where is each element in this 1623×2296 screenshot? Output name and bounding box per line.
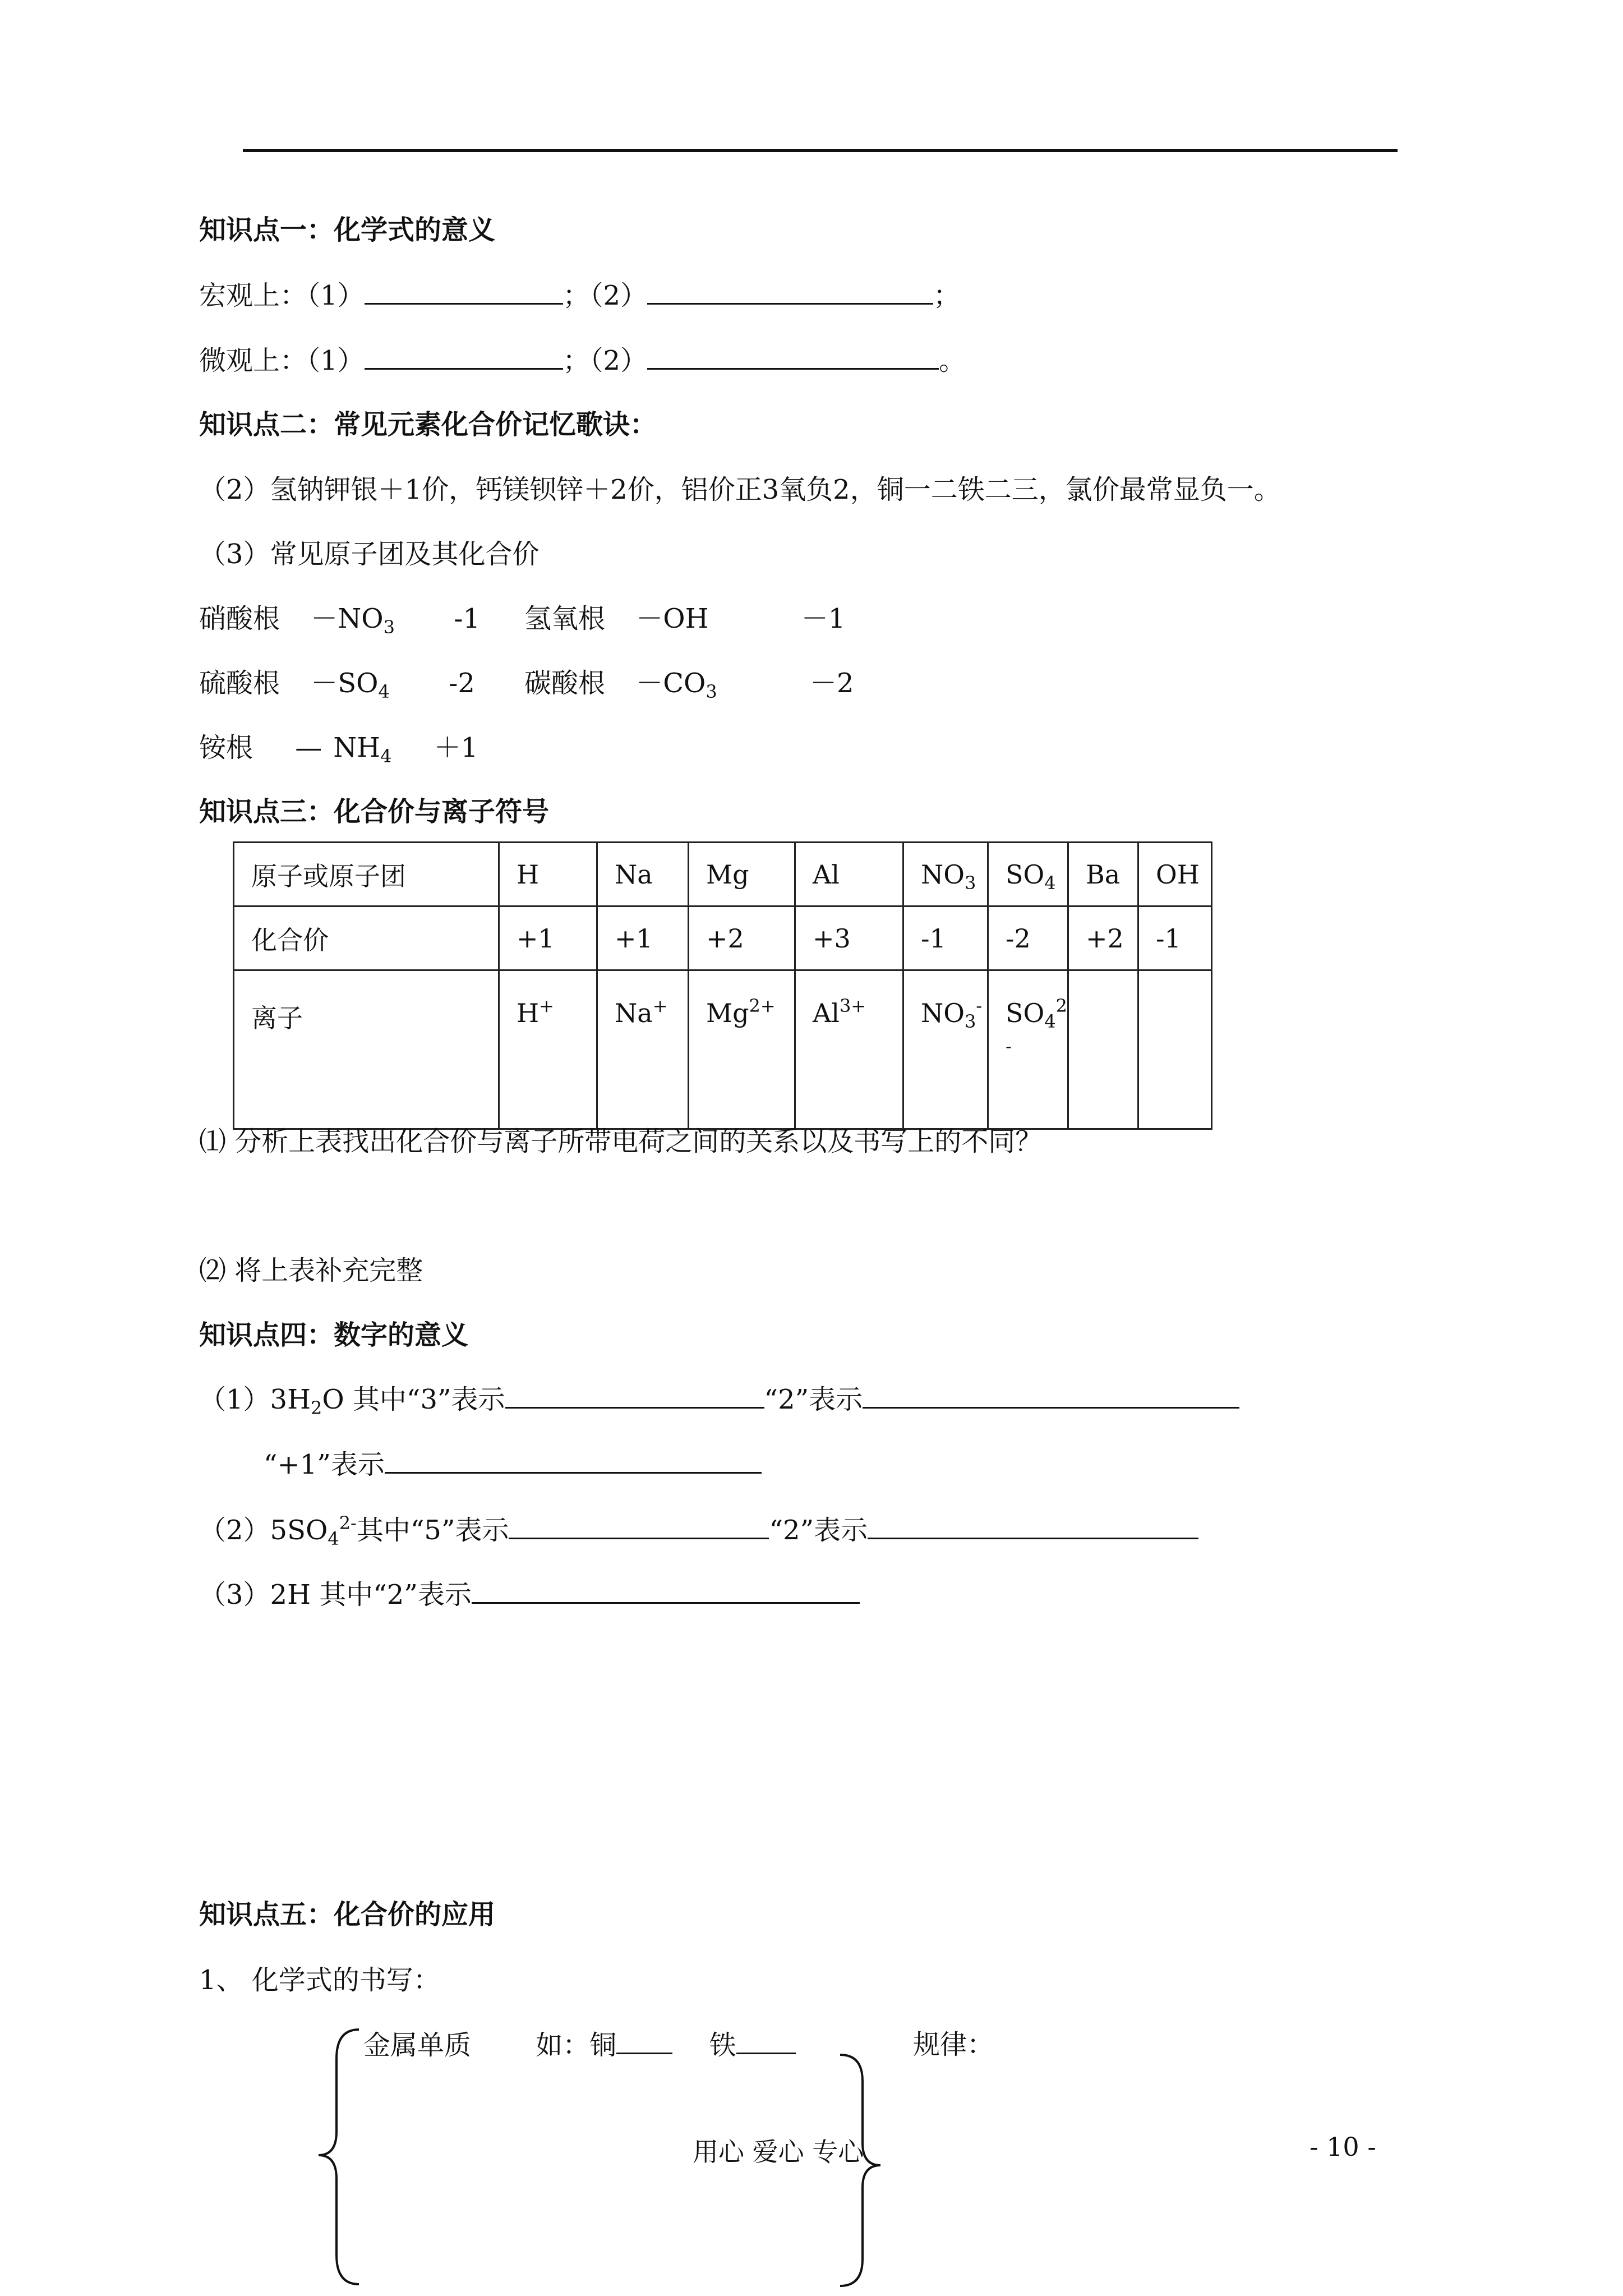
kp1-macro-end: ； <box>933 280 961 311</box>
table-cell: Na+ <box>597 970 689 1129</box>
group-dash: － <box>311 668 338 699</box>
row-label: 离子 <box>234 970 499 1129</box>
left-brace <box>314 2025 365 2289</box>
table-cell: $NO_3^-$ <box>903 970 988 1129</box>
kp1-macro-line <box>199 278 960 312</box>
group-carbonate <box>524 666 854 700</box>
table-cell: Ba <box>1068 843 1138 907</box>
kp5-item-1: 1、 化学式的书写： <box>199 1964 440 1996</box>
table-cell: $Mg^{2+}$ <box>689 970 795 1129</box>
group-formula-sub: 4 <box>380 746 392 767</box>
table-cell: -1 <box>1138 907 1212 970</box>
group-ammonium <box>199 731 478 765</box>
group-formula-sub: 4 <box>378 681 390 702</box>
table-cell: $SO_4$ <box>988 843 1068 907</box>
table-cell: $Al^{3+}$ <box>795 970 903 1129</box>
right-brace <box>836 2050 886 2292</box>
iron-blank[interactable] <box>736 2028 796 2054</box>
table-cell: -2 <box>988 907 1068 970</box>
kp4-blank-3[interactable] <box>472 1577 860 1604</box>
valence-ion-table <box>233 841 1212 1130</box>
group-name: 铵根 <box>199 732 253 763</box>
table-row <box>234 843 1212 907</box>
kp4-title: 知识点四：数字的意义 <box>199 1319 469 1351</box>
footer-slogan: 用心 爱心 专心 <box>693 2137 864 2167</box>
kp3-title: 知识点三：化合价与离子符号 <box>199 796 550 827</box>
group-dash: － <box>636 668 663 699</box>
group-hydroxide <box>524 602 845 636</box>
table-cell: +2 <box>1068 907 1138 970</box>
kp1-micro-label: 微观上：（1） <box>199 345 365 376</box>
table-cell: Al <box>795 843 903 907</box>
group-sulfate <box>199 666 475 700</box>
group-formula-sub: 3 <box>706 681 717 702</box>
group-nitrate <box>199 602 480 636</box>
group-dash: － <box>311 603 338 634</box>
table-cell: +1 <box>597 907 689 970</box>
kp4-line-2: $(2)5SO_4^{2-}$其中“5”表示 “2”表示 <box>199 1513 1198 1547</box>
kp5-title: 知识点五：化合价的应用 <box>199 1899 496 1930</box>
group-valence: －1 <box>801 603 846 634</box>
kp4-blank-1a[interactable] <box>505 1382 764 1409</box>
kp2-rhyme: （2）氢钠钾银＋1价，钙镁钡锌＋2价，铝价正3氧负2，铜一二铁二三，氯价最常显负一。 <box>199 474 1281 505</box>
page-number: - 10 - <box>1310 2132 1376 2162</box>
row-label: 化合价 <box>234 907 499 970</box>
table-cell: $NO_3$ <box>903 843 988 907</box>
group-formula: CO <box>663 668 706 699</box>
kp3-question-2: ⑵ 将上表补充完整 <box>199 1255 423 1286</box>
kp1-macro-blank-1[interactable] <box>365 278 563 305</box>
table-cell-empty[interactable] <box>1138 970 1212 1129</box>
table-cell: $SO_4^2$ - <box>988 970 1068 1129</box>
kp1-micro-sep: ；（2） <box>562 345 648 376</box>
group-formula-sub: 3 <box>383 616 395 638</box>
table-cell: +3 <box>795 907 903 970</box>
group-formula: OH <box>663 603 709 634</box>
kp4-blank-2a[interactable] <box>509 1513 769 1539</box>
table-cell: Na <box>597 843 689 907</box>
table-cell: +1 <box>499 907 597 970</box>
table-cell: H <box>499 843 597 907</box>
kp1-macro-blank-2[interactable] <box>647 278 933 305</box>
kp2-groups-title: （3）常见原子团及其化合价 <box>199 539 540 570</box>
table-row <box>234 970 1212 1129</box>
kp4-blank-2b[interactable] <box>868 1513 1198 1539</box>
group-name: 氢氧根 <box>524 603 606 634</box>
table-cell: OH <box>1138 843 1212 907</box>
header-rule <box>243 149 1398 152</box>
table-cell-empty[interactable] <box>1068 970 1138 1129</box>
group-dash: － <box>636 603 663 634</box>
copper-blank[interactable] <box>616 2028 672 2054</box>
kp1-macro-sep: ；（2） <box>562 280 648 311</box>
kp4-line-1: $(1)3H_2O$ 其中“3”表示 “2”表示 <box>199 1382 1239 1416</box>
kp4-blank-1b[interactable] <box>863 1382 1239 1409</box>
kp5-rule: 规律： <box>913 2029 994 2060</box>
kp4-line-1b: “+1”表示 <box>264 1447 762 1481</box>
table-cell: +2 <box>689 907 795 970</box>
kp1-micro-blank-1[interactable] <box>365 343 563 370</box>
group-name: 硫酸根 <box>199 668 280 699</box>
kp4-blank-1c[interactable] <box>385 1447 762 1474</box>
kp5-metal-line: 金属单质 如：铜 铁 <box>363 2028 796 2062</box>
group-valence: －2 <box>810 668 854 699</box>
group-valence: ＋1 <box>434 732 478 763</box>
kp1-micro-blank-2[interactable] <box>647 343 939 370</box>
group-name: 碳酸根 <box>524 668 606 699</box>
group-valence: -2 <box>449 668 475 699</box>
kp1-macro-label: 宏观上：（1） <box>199 280 365 311</box>
group-valence: -1 <box>454 603 481 634</box>
row-label: 原子或原子团 <box>234 843 499 907</box>
group-formula: NO <box>338 603 384 634</box>
table-cell: H+ <box>499 970 597 1129</box>
group-formula: NH <box>333 732 381 763</box>
table-cell: Mg <box>689 843 795 907</box>
table-cell: -1 <box>903 907 988 970</box>
kp3-question-1: ⑴ 分析上表找出化合价与离子所带电荷之间的关系以及书写上的不同？ <box>199 1126 1043 1157</box>
kp2-title: 知识点二：常见元素化合价记忆歌诀： <box>199 409 657 440</box>
kp1-micro-end: 。 <box>939 345 966 376</box>
kp4-line-3: （3）2H 其中“2”表示 <box>199 1577 860 1612</box>
group-dash: — <box>295 732 322 763</box>
group-name: 硝酸根 <box>199 603 280 634</box>
table-row <box>234 907 1212 970</box>
group-formula: SO <box>338 668 379 699</box>
kp1-title: 知识点一：化学式的意义 <box>199 214 496 246</box>
kp1-micro-line <box>199 343 966 378</box>
